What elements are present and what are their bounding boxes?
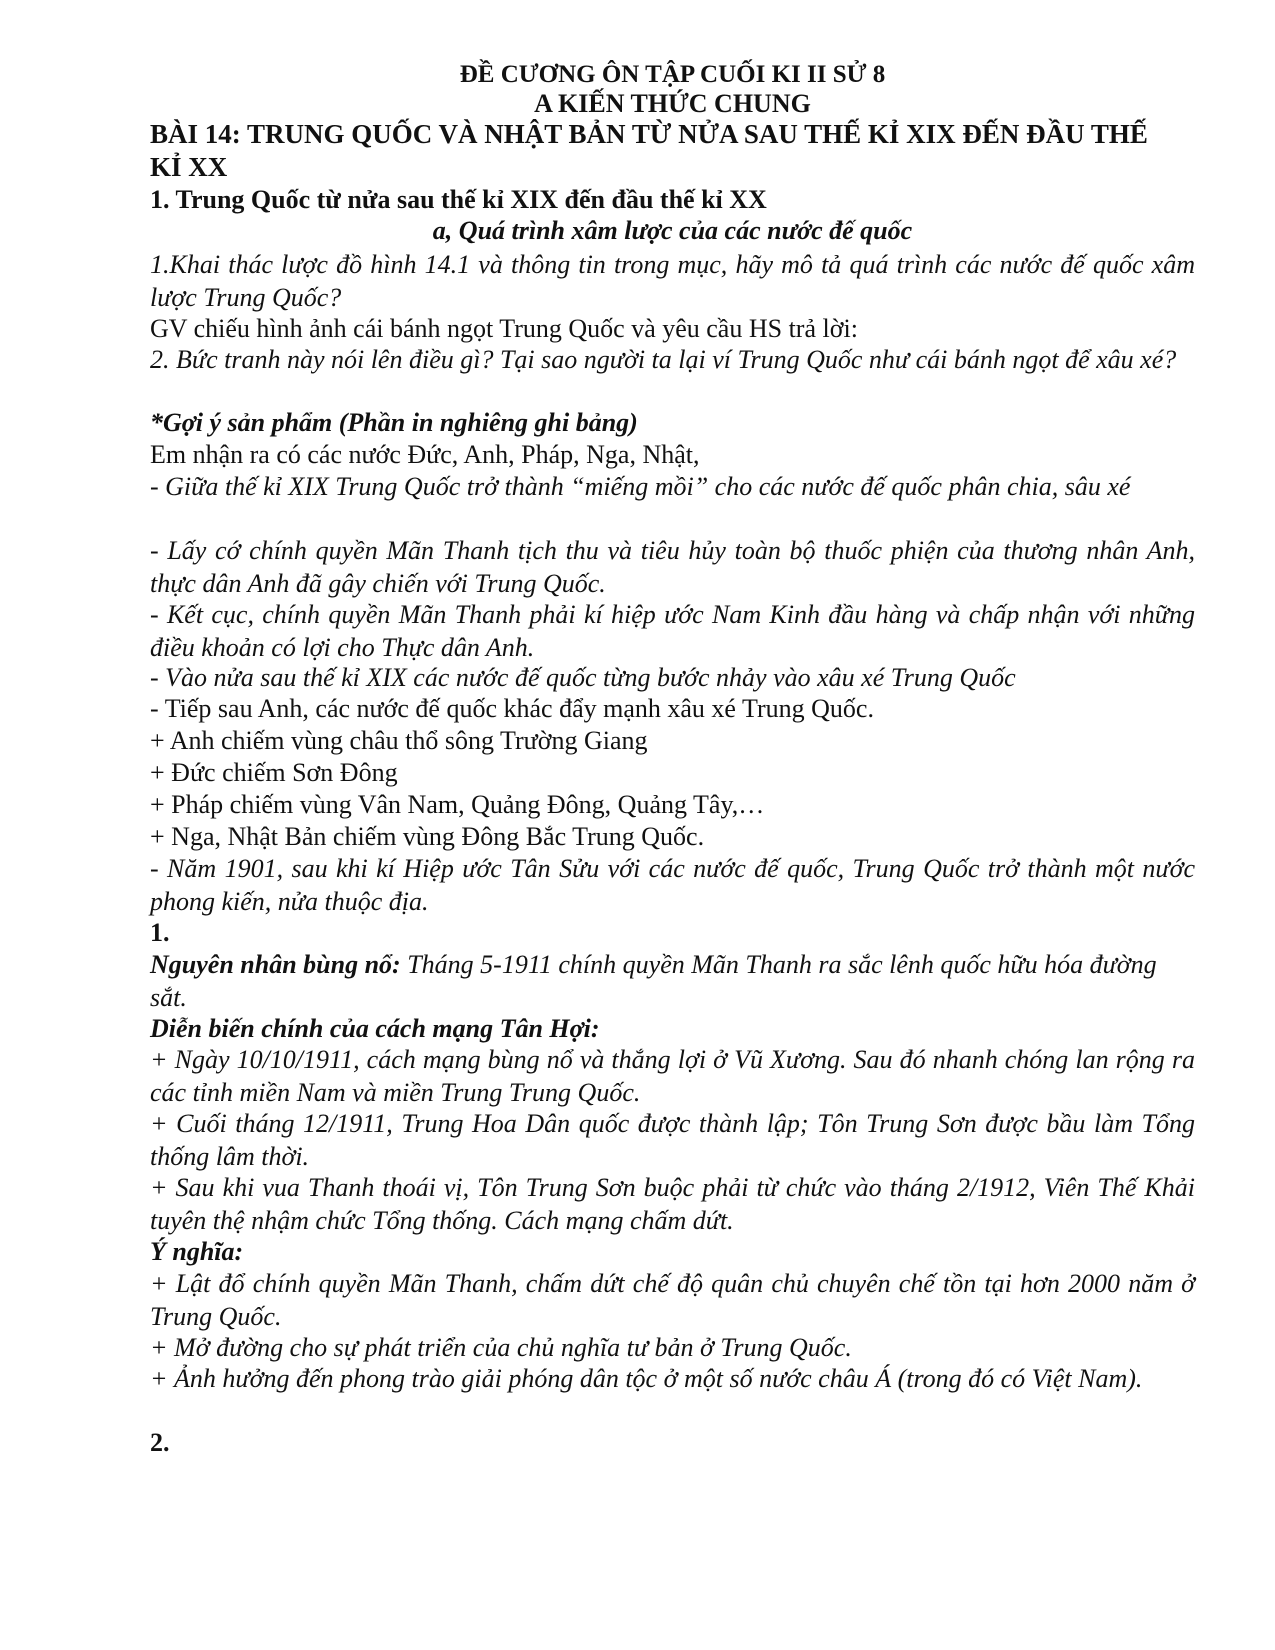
event-3: + Sau khi vua Thanh thoái vị, Tôn Trung Sơn buộc phải từ chức vào tháng 2/1912, Viên Thế Khải tuyên thệ nhậm chức Tổng thống. Cách mạng chấm dứt. [150,1173,1195,1235]
countries-line: Em nhận ra có các nước Đức, Anh, Pháp, Nga, Nhật, [150,440,700,469]
number-1: 1. [150,918,170,947]
answer-hint: *Gợi ý sản phẩm (Phần in nghiêng ghi bảng) [150,408,638,437]
cause-text: Tháng 5-1911 chính quyền Mãn Thanh ra sắc lênh quốc hữu hóa đường sắt. [150,950,1157,1012]
meaning-label: Ý nghĩa: [150,1237,244,1266]
list-item-france: + Pháp chiếm vùng Vân Nam, Quảng Đông, Quảng Tây,… [150,790,765,819]
events-label: Diễn biến chính của cách mạng Tân Hợi: [150,1014,600,1043]
list-item-germany: + Đức chiếm Sơn Đông [150,758,398,787]
cause-paragraph [150,948,1195,1014]
lesson-title: BÀI 14: TRUNG QUỐC VÀ NHẬT BẢN TỪ NỬA SAU THẾ KỈ XIX ĐẾN ĐẦU THẾ KỈ XX [150,119,1148,182]
doc-title: ĐỀ CƯƠNG ÔN TẬP CUỐI KI II SỬ 8 [459,61,886,88]
meaning-1: + Lật đổ chính quyền Mãn Thanh, chấm dứt chế độ quân chủ chuyên chế tồn tại hơn 2000 năm ở Trung Quốc. [150,1269,1195,1331]
number-2: 2. [150,1428,170,1457]
paragraph-3: - Kết cục, chính quyền Mãn Thanh phải kí hiệp ước Nam Kinh đầu hàng và chấp nhận với những điều khoản có lợi cho Thực dân Anh. [150,600,1195,662]
paragraph-2: - Lấy cớ chính quyền Mãn Thanh tịch thu và tiêu hủy toàn bộ thuốc phiện của thương nhân Anh, thực dân Anh đã gây chiến với Trung Quốc. [150,536,1195,598]
teacher-note: GV chiếu hình ảnh cái bánh ngọt Trung Quốc và yêu cầu HS trả lời: [150,314,858,343]
cause-label: Nguyên nhân bùng nổ: [150,950,401,979]
paragraph-5: - Tiếp sau Anh, các nước đế quốc khác đẩy mạnh xâu xé Trung Quốc. [150,694,874,723]
list-item-england: + Anh chiếm vùng châu thổ sông Trường Giang [150,726,648,755]
event-2: + Cuối tháng 12/1911, Trung Hoa Dân quốc được thành lập; Tôn Trung Sơn được bầu làm Tổng thống lâm thời. [150,1109,1195,1171]
event-1: + Ngày 10/10/1911, cách mạng bùng nổ và thắng lợi ở Vũ Xương. Sau đó nhanh chóng lan rộng ra các tỉnh miền Nam và miền Trung Trung Quốc. [150,1045,1195,1107]
section1-title: 1. Trung Quốc từ nửa sau thế kỉ XIX đến đầu thế kỉ XX [150,185,767,214]
paragraph-4: - Vào nửa sau thế kỉ XIX các nước đế quốc từng bước nhảy vào xâu xé Trung Quốc [150,663,1016,692]
meaning-3: + Ảnh hưởng đến phong trào giải phóng dân tộc ở một số nước châu Á (trong đó có Việt Nam). [150,1364,1143,1393]
paragraph-1901: - Năm 1901, sau khi kí Hiệp ước Tân Sửu với các nước đế quốc, Trung Quốc trở thành một nước phong kiến, nửa thuộc địa. [150,854,1195,916]
question-2: 2. Bức tranh này nói lên điều gì? Tại sao người ta lại ví Trung Quốc như cái bánh ngọt để xâu xé? [150,345,1177,374]
paragraph-1: - Giữa thế kỉ XIX Trung Quốc trở thành “miếng mồi” cho các nước đế quốc phân chia, sâu xé [150,472,1131,501]
meaning-2: + Mở đường cho sự phát triển của chủ nghĩa tư bản ở Trung Quốc. [150,1333,852,1362]
section1a-title: a, Quá trình xâm lược của các nước đế quốc [432,216,913,245]
question-1: 1.Khai thác lược đồ hình 14.1 và thông tin trong mục, hãy mô tả quá trình các nước đế quốc xâm lược Trung Quốc? [150,250,1195,312]
doc-subtitle: A KIẾN THỨC CHUNG [534,89,811,118]
list-item-russia-japan: + Nga, Nhật Bản chiếm vùng Đông Bắc Trung Quốc. [150,822,705,851]
